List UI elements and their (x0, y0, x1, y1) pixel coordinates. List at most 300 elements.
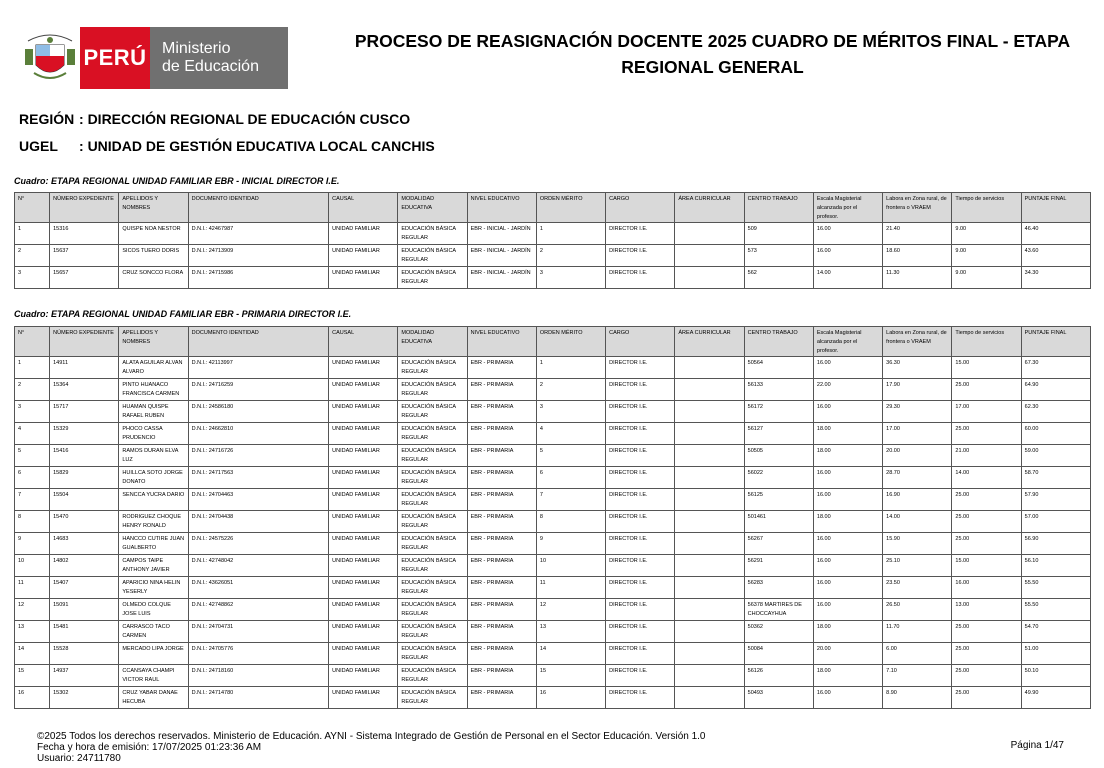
cell-expediente: 15528 (50, 643, 119, 665)
cell-apellidos-nombres: QUISPE NOA NESTOR (119, 223, 188, 245)
cell-documento: D.N.I.: 24715986 (188, 267, 329, 289)
cell-zona-rural: 6.00 (883, 643, 952, 665)
cell-num: 16 (15, 687, 50, 709)
footer (37, 731, 706, 764)
cell-nivel: EBR - PRIMARIA (467, 511, 536, 533)
cell-escala: 16.00 (813, 401, 882, 423)
cell-orden-merito: 1 (536, 223, 605, 245)
cell-causal: UNIDAD FAMILIAR (329, 401, 398, 423)
ministry-line-2: de Educación (162, 58, 259, 75)
cell-cargo: DIRECTOR I.E. (606, 687, 675, 709)
cell-cargo: DIRECTOR I.E. (606, 577, 675, 599)
cell-area-curricular (675, 533, 744, 555)
cell-num: 6 (15, 467, 50, 489)
cell-expediente: 15470 (50, 511, 119, 533)
cell-causal: UNIDAD FAMILIAR (329, 267, 398, 289)
cell-zona-rural: 29.30 (883, 401, 952, 423)
cell-num: 4 (15, 423, 50, 445)
cell-tiempo-servicios: 25.00 (952, 533, 1021, 555)
cell-documento: D.N.I.: 43626051 (188, 577, 329, 599)
cell-tiempo-servicios: 15.00 (952, 555, 1021, 577)
cell-apellidos-nombres: HUAMAN QUISPE RAFAEL RUBEN (119, 401, 188, 423)
cell-zona-rural: 11.70 (883, 621, 952, 643)
column-header-zona-rural: Labora en Zona rural, de frontera o VRAEM (883, 193, 952, 223)
cell-modalidad: EDUCACIÓN BÁSICA REGULAR (398, 423, 467, 445)
table-caption-primaria: Cuadro: ETAPA REGIONAL UNIDAD FAMILIAR EBR - PRIMARIA DIRECTOR I.E. (14, 309, 352, 319)
column-header-modalidad: MODALIDAD EDUCATIVA (398, 193, 467, 223)
column-header-escala: Escala Magisterial alcanzada por el profesor. (813, 327, 882, 357)
cell-tiempo-servicios: 9.00 (952, 245, 1021, 267)
title-line-2: REGIONAL GENERAL (621, 57, 804, 77)
cell-area-curricular (675, 621, 744, 643)
cell-causal: UNIDAD FAMILIAR (329, 555, 398, 577)
cell-modalidad: EDUCACIÓN BÁSICA REGULAR (398, 555, 467, 577)
cell-tiempo-servicios: 25.00 (952, 379, 1021, 401)
cell-zona-rural: 7.10 (883, 665, 952, 687)
region-colon: : (79, 111, 84, 127)
cell-puntaje-final: 64.90 (1021, 379, 1090, 401)
cell-escala: 16.00 (813, 245, 882, 267)
cell-zona-rural: 15.90 (883, 533, 952, 555)
column-header-area-curricular: ÁREA CURRICULAR (675, 193, 744, 223)
table-row (15, 687, 1091, 709)
cell-causal: UNIDAD FAMILIAR (329, 577, 398, 599)
column-header-nivel: NIVEL EDUCATIVO (467, 327, 536, 357)
cell-expediente: 15416 (50, 445, 119, 467)
cell-zona-rural: 14.00 (883, 511, 952, 533)
cell-num: 13 (15, 621, 50, 643)
cell-expediente: 15717 (50, 401, 119, 423)
column-header-nivel: NIVEL EDUCATIVO (467, 193, 536, 223)
cell-documento: D.N.I.: 24586180 (188, 401, 329, 423)
cell-centro-trabajo: 56125 (744, 489, 813, 511)
cell-tiempo-servicios: 25.00 (952, 643, 1021, 665)
cell-area-curricular (675, 577, 744, 599)
cell-num: 1 (15, 357, 50, 379)
cell-num: 2 (15, 245, 50, 267)
cell-modalidad: EDUCACIÓN BÁSICA REGULAR (398, 267, 467, 289)
cell-centro-trabajo: 56291 (744, 555, 813, 577)
peru-label: PERÚ (80, 27, 150, 89)
cell-num: 2 (15, 379, 50, 401)
footer-user: Usuario: 24711780 (37, 753, 121, 764)
cell-apellidos-nombres: PINTO HUANACO FRANCISCA CARMEN (119, 379, 188, 401)
cell-modalidad: EDUCACIÓN BÁSICA REGULAR (398, 223, 467, 245)
cell-puntaje-final: 58.70 (1021, 467, 1090, 489)
cell-num: 9 (15, 533, 50, 555)
cell-apellidos-nombres: APARICIO NINA HELIN YESERLY (119, 577, 188, 599)
cell-documento: D.N.I.: 24704731 (188, 621, 329, 643)
cell-area-curricular (675, 665, 744, 687)
cell-escala: 18.00 (813, 423, 882, 445)
column-header-causal: CAUSAL (329, 327, 398, 357)
cell-num: 12 (15, 599, 50, 621)
cell-escala: 16.00 (813, 577, 882, 599)
cell-tiempo-servicios: 9.00 (952, 267, 1021, 289)
cell-area-curricular (675, 599, 744, 621)
cell-area-curricular (675, 245, 744, 267)
cell-apellidos-nombres: RAMOS DURAN ELVA LUZ (119, 445, 188, 467)
cell-apellidos-nombres: OLMEDO COLQUE JOSE LUIS (119, 599, 188, 621)
column-header-expediente: NÚMERO EXPEDIENTE (50, 327, 119, 357)
cell-orden-merito: 8 (536, 511, 605, 533)
cell-causal: UNIDAD FAMILIAR (329, 467, 398, 489)
cell-escala: 18.00 (813, 445, 882, 467)
column-header-cargo: CARGO (606, 193, 675, 223)
cell-cargo: DIRECTOR I.E. (606, 599, 675, 621)
cell-area-curricular (675, 423, 744, 445)
cell-puntaje-final: 49.90 (1021, 687, 1090, 709)
column-header-modalidad: MODALIDAD EDUCATIVA (398, 327, 467, 357)
cell-modalidad: EDUCACIÓN BÁSICA REGULAR (398, 643, 467, 665)
table-row (15, 267, 1091, 289)
cell-cargo: DIRECTOR I.E. (606, 245, 675, 267)
cell-modalidad: EDUCACIÓN BÁSICA REGULAR (398, 379, 467, 401)
cell-causal: UNIDAD FAMILIAR (329, 687, 398, 709)
cell-causal: UNIDAD FAMILIAR (329, 665, 398, 687)
cell-causal: UNIDAD FAMILIAR (329, 379, 398, 401)
cell-puntaje-final: 60.00 (1021, 423, 1090, 445)
table-row (15, 245, 1091, 267)
cell-cargo: DIRECTOR I.E. (606, 445, 675, 467)
column-header-tiempo-servicios: Tiempo de servicios (952, 327, 1021, 357)
cell-modalidad: EDUCACIÓN BÁSICA REGULAR (398, 445, 467, 467)
table-row (15, 621, 1091, 643)
cell-documento: D.N.I.: 42467987 (188, 223, 329, 245)
cell-causal: UNIDAD FAMILIAR (329, 533, 398, 555)
column-header-centro-trabajo: CENTRO TRABAJO (744, 193, 813, 223)
cell-escala: 16.00 (813, 555, 882, 577)
cell-modalidad: EDUCACIÓN BÁSICA REGULAR (398, 687, 467, 709)
cell-puntaje-final: 54.70 (1021, 621, 1090, 643)
cell-zona-rural: 21.40 (883, 223, 952, 245)
ministry-line-1: Ministerio (162, 40, 231, 57)
cell-nivel: EBR - PRIMARIA (467, 357, 536, 379)
column-header-expediente: NÚMERO EXPEDIENTE (50, 193, 119, 223)
cell-puntaje-final: 51.00 (1021, 643, 1090, 665)
cell-documento: D.N.I.: 24716259 (188, 379, 329, 401)
title-line-1: PROCESO DE REASIGNACIÓN DOCENTE 2025 CUADRO DE MÉRITOS FINAL - ETAPA (354, 31, 1071, 51)
column-header-causal: CAUSAL (329, 193, 398, 223)
cell-puntaje-final: 34.30 (1021, 267, 1090, 289)
cell-expediente: 15302 (50, 687, 119, 709)
cell-apellidos-nombres: CCANSAYA CHAMPI VICTOR RAUL (119, 665, 188, 687)
region-row (19, 111, 410, 127)
cell-centro-trabajo: 56126 (744, 665, 813, 687)
cell-centro-trabajo: 56022 (744, 467, 813, 489)
cell-num: 3 (15, 401, 50, 423)
cell-cargo: DIRECTOR I.E. (606, 357, 675, 379)
cell-documento: D.N.I.: 24705776 (188, 643, 329, 665)
cell-nivel: EBR - INICIAL - JARDÍN (467, 223, 536, 245)
cell-nivel: EBR - PRIMARIA (467, 467, 536, 489)
cell-escala: 16.00 (813, 489, 882, 511)
cell-zona-rural: 36.30 (883, 357, 952, 379)
cell-modalidad: EDUCACIÓN BÁSICA REGULAR (398, 621, 467, 643)
cell-puntaje-final: 56.90 (1021, 533, 1090, 555)
cell-tiempo-servicios: 9.00 (952, 223, 1021, 245)
cell-modalidad: EDUCACIÓN BÁSICA REGULAR (398, 489, 467, 511)
cell-zona-rural: 17.90 (883, 379, 952, 401)
cell-escala: 16.00 (813, 467, 882, 489)
cell-centro-trabajo: 56172 (744, 401, 813, 423)
cell-modalidad: EDUCACIÓN BÁSICA REGULAR (398, 357, 467, 379)
cell-puntaje-final: 50.10 (1021, 665, 1090, 687)
ministry-logo (20, 27, 288, 89)
cell-modalidad: EDUCACIÓN BÁSICA REGULAR (398, 665, 467, 687)
cell-centro-trabajo: 501461 (744, 511, 813, 533)
cell-centro-trabajo: 56283 (744, 577, 813, 599)
region-label: REGIÓN (19, 111, 75, 127)
table-header-row (15, 327, 1091, 357)
cell-expediente: 14911 (50, 357, 119, 379)
cell-apellidos-nombres: MERCADO LIPA JORGE (119, 643, 188, 665)
cell-apellidos-nombres: PHOCO CASSA PRUDENCIO (119, 423, 188, 445)
cell-nivel: EBR - PRIMARIA (467, 577, 536, 599)
cell-expediente: 15407 (50, 577, 119, 599)
cell-nivel: EBR - PRIMARIA (467, 599, 536, 621)
cell-nivel: EBR - PRIMARIA (467, 445, 536, 467)
cell-cargo: DIRECTOR I.E. (606, 467, 675, 489)
cell-cargo: DIRECTOR I.E. (606, 267, 675, 289)
cell-causal: UNIDAD FAMILIAR (329, 245, 398, 267)
cell-nivel: EBR - PRIMARIA (467, 533, 536, 555)
cell-cargo: DIRECTOR I.E. (606, 621, 675, 643)
cell-apellidos-nombres: CRUZ YABAR DANAE HECUBA (119, 687, 188, 709)
cell-escala: 16.00 (813, 687, 882, 709)
cell-zona-rural: 20.00 (883, 445, 952, 467)
table-row (15, 533, 1091, 555)
cell-modalidad: EDUCACIÓN BÁSICA REGULAR (398, 467, 467, 489)
cell-nivel: EBR - PRIMARIA (467, 665, 536, 687)
cell-nivel: EBR - PRIMARIA (467, 687, 536, 709)
cell-expediente: 15316 (50, 223, 119, 245)
cell-expediente: 14937 (50, 665, 119, 687)
cell-expediente: 15091 (50, 599, 119, 621)
cell-zona-rural: 16.90 (883, 489, 952, 511)
cell-centro-trabajo: 509 (744, 223, 813, 245)
column-header-centro-trabajo: CENTRO TRABAJO (744, 327, 813, 357)
cell-tiempo-servicios: 21.00 (952, 445, 1021, 467)
cell-modalidad: EDUCACIÓN BÁSICA REGULAR (398, 245, 467, 267)
cell-tiempo-servicios: 14.00 (952, 467, 1021, 489)
cell-centro-trabajo: 56378 MARTIRES DE CHOCCAYHUA (744, 599, 813, 621)
cell-cargo: DIRECTOR I.E. (606, 665, 675, 687)
cell-centro-trabajo: 50362 (744, 621, 813, 643)
cell-orden-merito: 2 (536, 379, 605, 401)
cell-causal: UNIDAD FAMILIAR (329, 643, 398, 665)
column-header-puntaje-final: PUNTAJE FINAL (1021, 327, 1090, 357)
cell-documento: D.N.I.: 24575226 (188, 533, 329, 555)
cell-area-curricular (675, 511, 744, 533)
cell-apellidos-nombres: CAMPOS TAIPE ANTHONY JAVIER (119, 555, 188, 577)
cell-orden-merito: 7 (536, 489, 605, 511)
cell-escala: 20.00 (813, 643, 882, 665)
table-row (15, 357, 1091, 379)
cell-area-curricular (675, 267, 744, 289)
cell-centro-trabajo: 50084 (744, 643, 813, 665)
ugel-label: UGEL (19, 138, 58, 154)
cell-puntaje-final: 55.50 (1021, 599, 1090, 621)
cell-expediente: 14802 (50, 555, 119, 577)
column-header-cargo: CARGO (606, 327, 675, 357)
cell-cargo: DIRECTOR I.E. (606, 489, 675, 511)
table-caption-inicial: Cuadro: ETAPA REGIONAL UNIDAD FAMILIAR EBR - INICIAL DIRECTOR I.E. (14, 176, 340, 186)
column-header-puntaje-final: PUNTAJE FINAL (1021, 193, 1090, 223)
column-header-documento: DOCUMENTO IDENTIDAD (188, 193, 329, 223)
cell-nivel: EBR - INICIAL - JARDÍN (467, 267, 536, 289)
cell-apellidos-nombres: SENCCA YUCRA DARIO (119, 489, 188, 511)
cell-documento: D.N.I.: 24716726 (188, 445, 329, 467)
table-row (15, 467, 1091, 489)
cell-num: 14 (15, 643, 50, 665)
document-title (340, 28, 1085, 80)
table-row (15, 401, 1091, 423)
footer-copyright: ©2025 Todos los derechos reservados. Ministerio de Educación. AYNI - Sistema Integrado de Gestión de Personal en el Sector Educación. Versión 1.0 (37, 731, 706, 742)
cell-expediente: 15364 (50, 379, 119, 401)
column-header-escala: Escala Magisterial alcanzada por el profesor. (813, 193, 882, 223)
table-row (15, 445, 1091, 467)
cell-orden-merito: 10 (536, 555, 605, 577)
footer-emission-date: Fecha y hora de emisión: 17/07/2025 01:23:36 AM (37, 742, 262, 753)
cell-documento: D.N.I.: 24662810 (188, 423, 329, 445)
cell-documento: D.N.I.: 24704463 (188, 489, 329, 511)
cell-tiempo-servicios: 13.00 (952, 599, 1021, 621)
cell-causal: UNIDAD FAMILIAR (329, 357, 398, 379)
cell-area-curricular (675, 643, 744, 665)
cell-tiempo-servicios: 25.00 (952, 511, 1021, 533)
cell-escala: 22.00 (813, 379, 882, 401)
cell-orden-merito: 14 (536, 643, 605, 665)
cell-zona-rural: 17.00 (883, 423, 952, 445)
table-row (15, 379, 1091, 401)
cell-escala: 16.00 (813, 223, 882, 245)
cell-escala: 14.00 (813, 267, 882, 289)
cell-expediente: 15637 (50, 245, 119, 267)
cell-area-curricular (675, 379, 744, 401)
table-row (15, 489, 1091, 511)
cell-cargo: DIRECTOR I.E. (606, 401, 675, 423)
cell-cargo: DIRECTOR I.E. (606, 423, 675, 445)
cell-centro-trabajo: 50505 (744, 445, 813, 467)
cell-nivel: EBR - PRIMARIA (467, 489, 536, 511)
cell-orden-merito: 3 (536, 401, 605, 423)
ugel-value: UNIDAD DE GESTIÓN EDUCATIVA LOCAL CANCHIS (87, 138, 435, 154)
cell-centro-trabajo: 50493 (744, 687, 813, 709)
cell-nivel: EBR - PRIMARIA (467, 555, 536, 577)
cell-tiempo-servicios: 25.00 (952, 665, 1021, 687)
cell-area-curricular (675, 445, 744, 467)
column-header-area-curricular: ÁREA CURRICULAR (675, 327, 744, 357)
cell-zona-rural: 26.50 (883, 599, 952, 621)
cell-documento: D.N.I.: 24717563 (188, 467, 329, 489)
cell-orden-merito: 13 (536, 621, 605, 643)
cell-causal: UNIDAD FAMILIAR (329, 599, 398, 621)
cell-centro-trabajo: 56127 (744, 423, 813, 445)
cell-apellidos-nombres: SICOS TUERO DORIS (119, 245, 188, 267)
cell-puntaje-final: 46.40 (1021, 223, 1090, 245)
cell-centro-trabajo: 56267 (744, 533, 813, 555)
cell-orden-merito: 6 (536, 467, 605, 489)
column-header-num: N° (15, 327, 50, 357)
table-row (15, 423, 1091, 445)
cell-modalidad: EDUCACIÓN BÁSICA REGULAR (398, 401, 467, 423)
column-header-apellidos-nombres: APELLIDOS Y NOMBRES (119, 193, 188, 223)
cell-centro-trabajo: 56133 (744, 379, 813, 401)
cell-area-curricular (675, 467, 744, 489)
cell-orden-merito: 9 (536, 533, 605, 555)
table-header-row (15, 193, 1091, 223)
cell-cargo: DIRECTOR I.E. (606, 511, 675, 533)
region-value: DIRECCIÓN REGIONAL DE EDUCACIÓN CUSCO (87, 111, 411, 127)
cell-puntaje-final: 67.30 (1021, 357, 1090, 379)
cell-documento: D.N.I.: 24704438 (188, 511, 329, 533)
cell-num: 11 (15, 577, 50, 599)
cell-apellidos-nombres: CRUZ SONCCO FLORA (119, 267, 188, 289)
cell-area-curricular (675, 489, 744, 511)
cell-nivel: EBR - INICIAL - JARDÍN (467, 245, 536, 267)
table-row (15, 599, 1091, 621)
coat-of-arms-icon (20, 27, 80, 89)
column-header-tiempo-servicios: Tiempo de servicios (952, 193, 1021, 223)
cell-num: 1 (15, 223, 50, 245)
cell-zona-rural: 11.30 (883, 267, 952, 289)
cell-documento: D.N.I.: 42113997 (188, 357, 329, 379)
column-header-apellidos-nombres: APELLIDOS Y NOMBRES (119, 327, 188, 357)
cell-num: 8 (15, 511, 50, 533)
cell-area-curricular (675, 555, 744, 577)
cell-causal: UNIDAD FAMILIAR (329, 489, 398, 511)
cell-puntaje-final: 59.00 (1021, 445, 1090, 467)
cell-centro-trabajo: 562 (744, 267, 813, 289)
column-header-orden-merito: ORDEN MÉRITO (536, 193, 605, 223)
cell-orden-merito: 12 (536, 599, 605, 621)
cell-zona-rural: 18.60 (883, 245, 952, 267)
cell-puntaje-final: 55.50 (1021, 577, 1090, 599)
cell-escala: 16.00 (813, 357, 882, 379)
cell-zona-rural: 25.10 (883, 555, 952, 577)
cell-area-curricular (675, 401, 744, 423)
cell-puntaje-final: 57.00 (1021, 511, 1090, 533)
cell-nivel: EBR - PRIMARIA (467, 401, 536, 423)
cell-area-curricular (675, 357, 744, 379)
ugel-colon: : (79, 138, 84, 154)
cell-escala: 16.00 (813, 533, 882, 555)
cell-tiempo-servicios: 15.00 (952, 357, 1021, 379)
table-row (15, 643, 1091, 665)
cell-orden-merito: 3 (536, 267, 605, 289)
cell-causal: UNIDAD FAMILIAR (329, 621, 398, 643)
table-row (15, 511, 1091, 533)
column-header-orden-merito: ORDEN MÉRITO (536, 327, 605, 357)
cell-orden-merito: 1 (536, 357, 605, 379)
cell-escala: 16.00 (813, 599, 882, 621)
cell-documento: D.N.I.: 24718160 (188, 665, 329, 687)
cell-cargo: DIRECTOR I.E. (606, 555, 675, 577)
cell-expediente: 15504 (50, 489, 119, 511)
merit-table-primaria (14, 326, 1091, 709)
cell-tiempo-servicios: 25.00 (952, 621, 1021, 643)
cell-tiempo-servicios: 25.00 (952, 423, 1021, 445)
merit-table-inicial (14, 192, 1091, 289)
cell-cargo: DIRECTOR I.E. (606, 379, 675, 401)
cell-apellidos-nombres: ALATA AGUILAR ALVAN ALVARO (119, 357, 188, 379)
page-number: Página 1/47 (1010, 740, 1064, 751)
cell-nivel: EBR - PRIMARIA (467, 379, 536, 401)
cell-num: 15 (15, 665, 50, 687)
cell-causal: UNIDAD FAMILIAR (329, 423, 398, 445)
table-row (15, 665, 1091, 687)
